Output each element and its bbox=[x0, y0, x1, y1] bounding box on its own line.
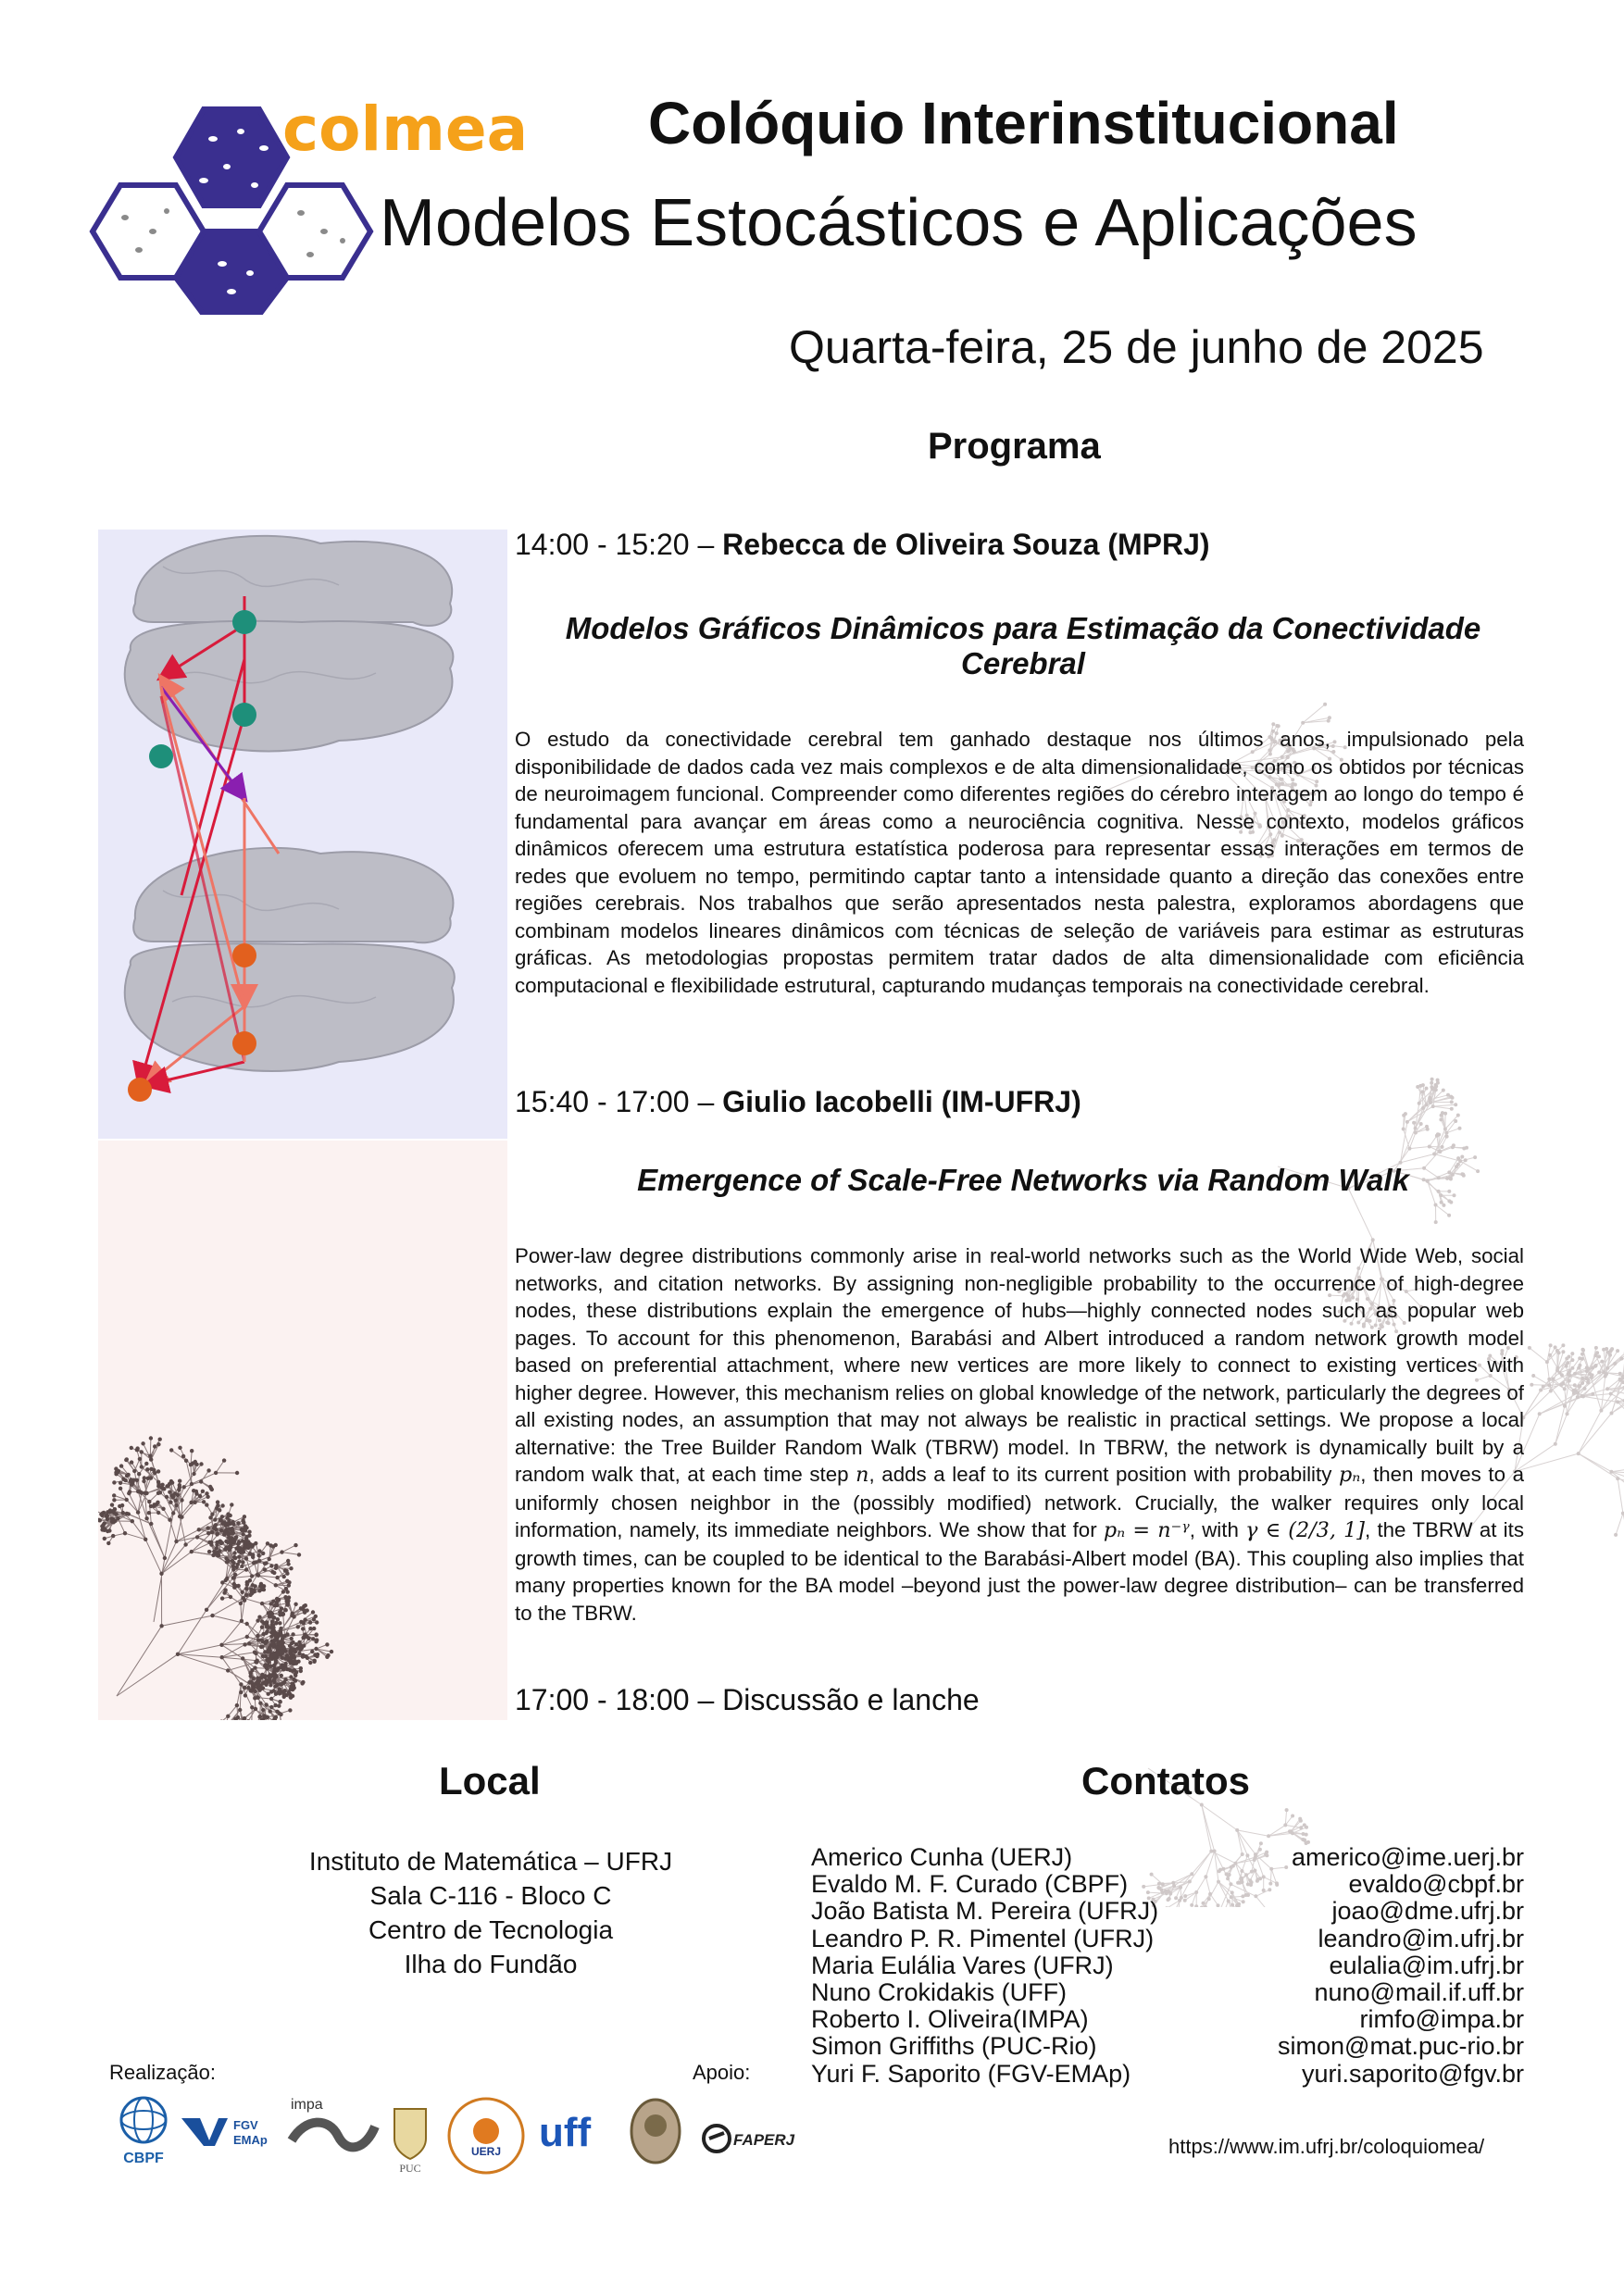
contact-name: Americo Cunha (UERJ) bbox=[811, 1843, 1073, 1871]
apoio-label: Apoio: bbox=[693, 2061, 751, 2084]
talk-1-abstract: O estudo da conectividade cerebral tem ganhado destaque nos últimos anos, impulsionado pela disponibilidade de dados cada vez mais complexos e de alta dimensionalidade, como os obtidos por técnicas de neuroimagem funcional. Compreender como diferentes regiões do cérebro interagem ao longo do tempo é fundamental para avançar em áreas como a neurociência cognitiva. Nesse contexto, modelos gráficos dinâmicos oferecem uma estrutura estatística poderosa para representar essas interações em termos de redes que evoluem no tempo, permitindo captar tanto a intensidade quanto a direção das conexões entre regiões cerebrais. Nos trabalhos que serão apresentados nesta palestra, exploramos abordagens que combinam modelos lineares dinâmicos com técnicas de seleção de variáveis para estimar as estruturas gráficas. As metodologias propostas permitem tratar dados de alta dimensionalidade com eficiência computacional e flexibilidade estrutural, capturando mudanças temporais na conectividade cerebral. bbox=[515, 728, 1524, 997]
brain-node bbox=[232, 703, 256, 727]
talk-2-title: Emergence of Scale-Free Networks via Random Walk bbox=[637, 1163, 1409, 1197]
brain-node bbox=[232, 610, 256, 634]
scale-free-network-image bbox=[98, 1141, 507, 1720]
brain-connectivity-image bbox=[98, 530, 507, 1139]
brain-node bbox=[149, 744, 173, 768]
contact-row bbox=[811, 1952, 1524, 1979]
event-subtitle: Modelos Estocásticos e Aplicações bbox=[380, 186, 1418, 260]
event-date: Quarta-feira, 25 de junho de 2025 bbox=[789, 321, 1484, 373]
svg-text:CBPF: CBPF bbox=[123, 2151, 164, 2166]
contact-email[interactable]: evaldo@cbpf.br bbox=[1348, 1870, 1524, 1899]
local-line: Centro de Tecnologia bbox=[368, 1915, 614, 1944]
ufrj-minerva-logo bbox=[628, 2094, 683, 2168]
contact-email[interactable]: eulalia@im.ufrj.br bbox=[1329, 1951, 1524, 1979]
local-heading: Local bbox=[439, 1759, 541, 1802]
talk-2-speaker: Giulio Iacobelli (IM-UFRJ) bbox=[722, 1085, 1081, 1118]
talk-2-slot bbox=[515, 1085, 1081, 1119]
contacts-list bbox=[811, 1844, 1524, 2088]
contact-name: João Batista M. Pereira (UFRJ) bbox=[811, 1897, 1159, 1926]
brain-node bbox=[232, 1031, 256, 1055]
closing-slot: 17:00 - 18:00 – Discussão e lanche bbox=[515, 1683, 980, 1716]
talk-1-title: Modelos Gráficos Dinâmicos para Estimação da Conectividade Cerebral bbox=[565, 611, 1481, 680]
website-link[interactable]: https://www.im.ufrj.br/coloquiomea/ bbox=[1168, 2135, 1485, 2158]
talk-1-speaker: Rebecca de Oliveira Souza (MPRJ) bbox=[722, 528, 1210, 561]
contact-name: Leandro P. R. Pimentel (UFRJ) bbox=[811, 1924, 1155, 1952]
talk-1-time: 14:00 - 15:20 – bbox=[515, 528, 715, 561]
logo-text: colmea bbox=[282, 94, 529, 165]
logo-hexagon bbox=[176, 109, 287, 206]
puc-logo bbox=[389, 2102, 431, 2176]
contact-email[interactable]: simon@mat.puc-rio.br bbox=[1278, 2032, 1524, 2061]
uff-logo bbox=[537, 2109, 620, 2155]
local-line: Instituto de Matemática – UFRJ bbox=[308, 1847, 673, 1876]
talk-2-time: 15:40 - 17:00 – bbox=[515, 1085, 715, 1118]
svg-text:FAPERJ: FAPERJ bbox=[733, 2131, 795, 2149]
contacts-heading: Contatos bbox=[1081, 1759, 1250, 1802]
impa-logo bbox=[287, 2094, 380, 2159]
contact-email[interactable]: leandro@im.ufrj.br bbox=[1318, 1924, 1524, 1952]
brain-top bbox=[125, 536, 454, 752]
talk-1-slot bbox=[515, 528, 1210, 562]
contact-name: Roberto I. Oliveira(IMPA) bbox=[811, 2005, 1089, 2034]
cbpf-logo bbox=[111, 2092, 176, 2166]
contact-email[interactable]: nuno@mail.if.uff.br bbox=[1314, 1978, 1524, 2007]
svg-text:impa: impa bbox=[291, 2097, 323, 2113]
contact-row bbox=[811, 2033, 1524, 2060]
contact-row bbox=[811, 2061, 1524, 2088]
contact-row bbox=[811, 2006, 1524, 2033]
svg-text:EMAp: EMAp bbox=[233, 2133, 268, 2147]
svg-text:PUC: PUC bbox=[399, 2162, 421, 2175]
faperj-logo bbox=[700, 2120, 807, 2157]
contact-row bbox=[811, 1871, 1524, 1898]
contact-name: Nuno Crokidakis (UFF) bbox=[811, 1978, 1068, 2007]
contact-name: Maria Eulália Vares (UFRJ) bbox=[811, 1951, 1114, 1979]
program-heading: Programa bbox=[928, 426, 1101, 467]
fgv-emap-logo bbox=[181, 2113, 274, 2150]
contact-name: Simon Griffiths (PUC-Rio) bbox=[811, 2032, 1097, 2061]
svg-text:UERJ: UERJ bbox=[470, 2145, 502, 2158]
contact-row bbox=[811, 1926, 1524, 1952]
contact-row bbox=[811, 1979, 1524, 2006]
realizacao-label: Realização: bbox=[109, 2061, 216, 2084]
contact-row bbox=[811, 1898, 1524, 1925]
svg-text:FGV: FGV bbox=[233, 2118, 258, 2132]
contact-email[interactable]: yuri.saporito@fgv.br bbox=[1302, 2059, 1524, 2088]
talk-2-abstract: Power-law degree distributions commonly arise in real-world networks such as the World Wide Web, social networks, and citation networks. By assigning non-negligible probability to the occurrence of high-degree nodes, these distributions explain the emergence of hubs—highly connected nodes such as popular web pages. To account for this phenomenon, Barabási and Albert introduced a random network growth model based on preferential attachment, where new vertices are more likely to connect to existing vertices with higher degree. However, this mechanism relies on global knowledge of the network, particularly the degrees of all existing nodes, an assumption that may not always be realistic in practical settings. We propose a local alternative: the Tree Builder Random Walk (TBRW) model. In TBRW, the network is dynamically built by a random walk that, at each time step n, adds a leaf to its current position with probability pₙ, then moves to a uniformly chosen neighbor in the (possibly modified) network. Crucially, the walker requires only local information, namely, its immediate neighbors. We show that for pₙ = n⁻ᵞ, with γ ∈ (2/3, 1], the TBRW at its growth times, can be coupled to be identical to the Barabási-Albert model (BA). This coupling also implies that many properties known for the BA model –beyond just the power-law degree distribution– can be transferred to the TBRW. bbox=[515, 1244, 1524, 1625]
local-line: Ilha do Fundão bbox=[404, 1950, 578, 1978]
contact-name: Evaldo M. F. Curado (CBPF) bbox=[811, 1870, 1129, 1899]
contact-email[interactable]: rimfo@impa.br bbox=[1359, 2005, 1524, 2034]
contact-row bbox=[811, 1844, 1524, 1871]
svg-text:uff: uff bbox=[539, 2110, 592, 2155]
logo-hexagon bbox=[259, 185, 370, 278]
contact-name: Yuri F. Saporito (FGV-EMAp) bbox=[811, 2059, 1131, 2088]
uerj-logo bbox=[444, 2094, 528, 2177]
brain-node bbox=[128, 1078, 152, 1102]
event-title: Colóquio Interinstitucional bbox=[648, 90, 1399, 156]
contact-email[interactable]: joao@dme.ufrj.br bbox=[1331, 1897, 1524, 1926]
contact-email[interactable]: americo@ime.uerj.br bbox=[1292, 1843, 1524, 1871]
local-line: Sala C-116 - Bloco C bbox=[369, 1881, 612, 1910]
brain-node bbox=[232, 943, 256, 967]
